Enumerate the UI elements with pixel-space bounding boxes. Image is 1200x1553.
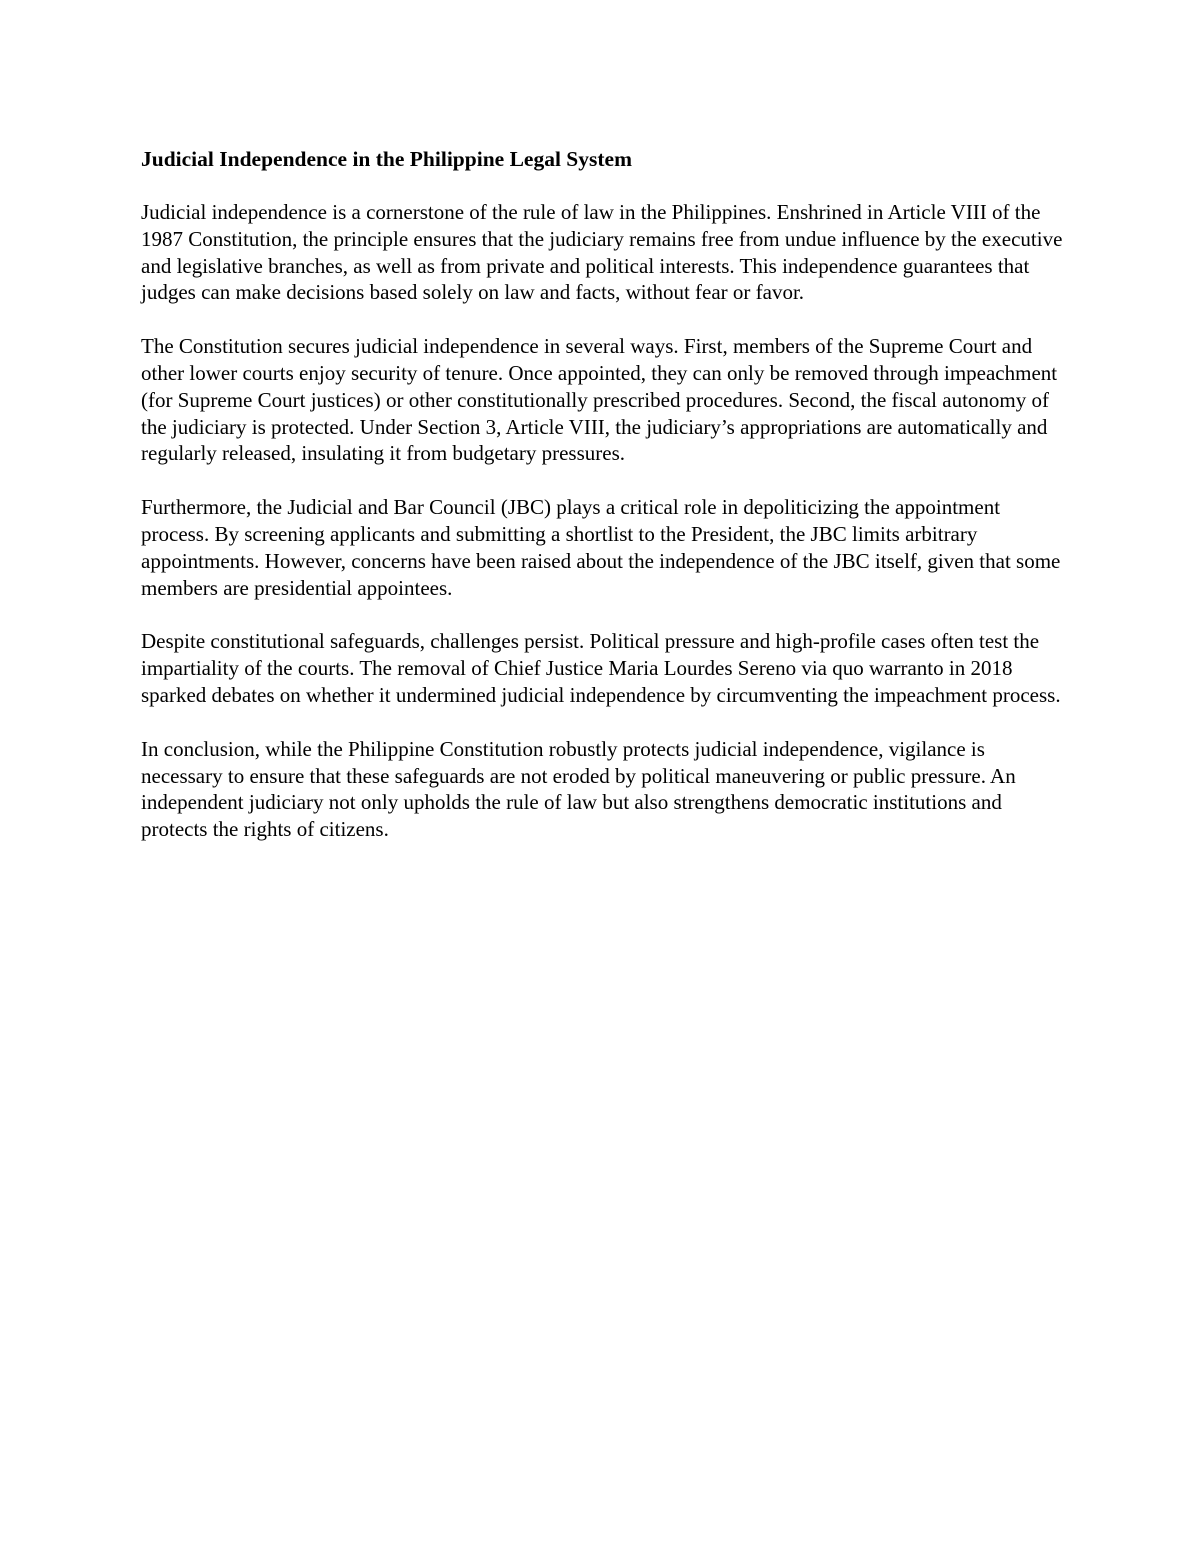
- paragraph-introduction: Judicial independence is a cornerstone of the rule of law in the Philippines. Enshrined in Article VIII of the 1987 Constitution, the principle ensures that the judiciary remains free from undue influence by the executive and legislative branches, as well as from private and political interests. This independence guarantees that judges can make decisions based solely on law and facts, without fear or favor.: [141, 200, 1063, 305]
- paragraph-judicial-bar-council: Furthermore, the Judicial and Bar Council (JBC) plays a critical role in depoliticizing the appointment process. By screening applicants and submitting a shortlist to the President, the JBC limits arbitrary appointments. However, concerns have been raised about the independence of the JBC itself, given that some members are presidential appointees.: [141, 495, 1061, 600]
- document-title: Judicial Independence in the Philippine Legal System: [141, 147, 632, 171]
- document-body: [141, 146, 1071, 843]
- paragraph-constitutional-safeguards: The Constitution secures judicial independence in several ways. First, members of the Supreme Court and other lower courts enjoy security of tenure. Once appointed, they can only be removed through impeachment (for Supreme Court justices) or other constitutionally prescribed procedures. Second, the fiscal autonomy of the judiciary is protected. Under Section 3, Article VIII, the judiciary’s appropriations are automatically and regularly released, insulating it from budgetary pressures.: [141, 334, 1058, 466]
- paragraph-conclusion: In conclusion, while the Philippine Constitution robustly protects judicial independence, vigilance is necessary to ensure that these safeguards are not eroded by political maneuvering or public pressure. An independent judiciary not only upholds the rule of law but also strengthens democratic institutions and protects the rights of citizens.: [141, 736, 1016, 842]
- paragraph-challenges: Despite constitutional safeguards, challenges persist. Political pressure and high-profile cases often test the impartiality of the courts. The removal of Chief Justice Maria Lourdes Sereno via quo warranto in 2018 sparked debates on whether it undermined judicial independence by circumventing the impeachment process.: [141, 629, 1061, 707]
